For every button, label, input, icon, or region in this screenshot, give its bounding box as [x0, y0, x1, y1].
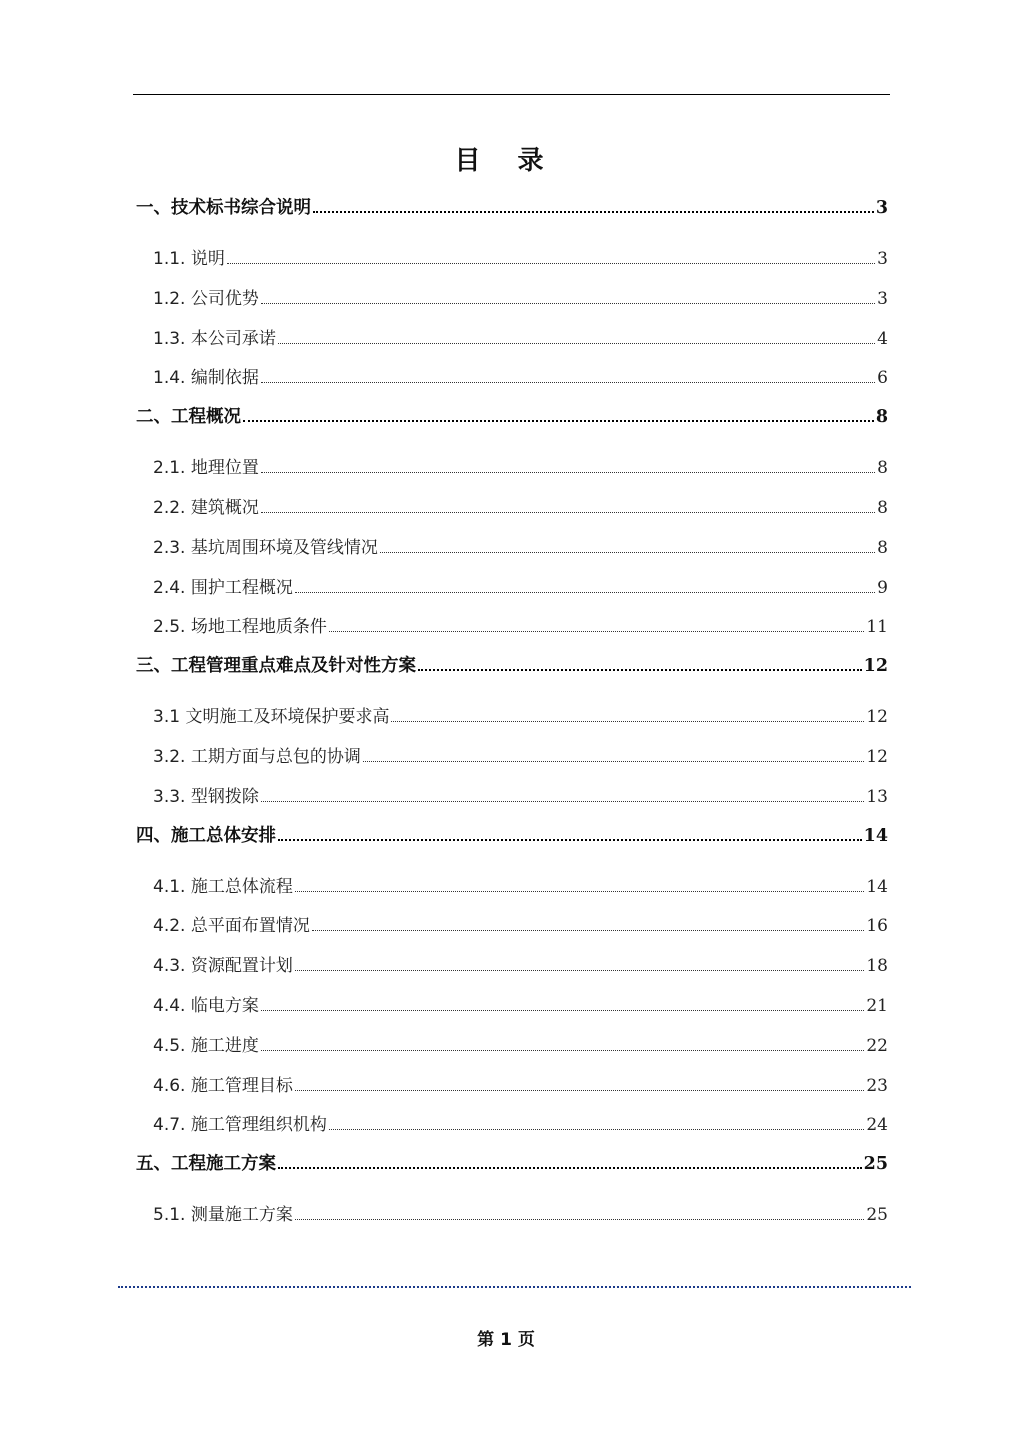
toc-entry-label: 4.3. 资源配置计划	[153, 956, 293, 977]
toc-entry-page: 3	[877, 288, 888, 309]
dot-leader	[261, 512, 875, 513]
toc-entry-page: 23	[866, 1075, 888, 1096]
toc-entry-label: 4.6. 施工管理目标	[153, 1075, 293, 1096]
toc-entry-page: 21	[866, 995, 888, 1016]
toc-entry-page: 11	[866, 617, 888, 638]
dot-leader	[261, 1010, 865, 1011]
toc-chapter[interactable]	[136, 1150, 888, 1190]
dot-leader	[295, 592, 875, 593]
table-of-contents	[136, 194, 888, 1240]
toc-entry-page: 6	[877, 368, 888, 389]
toc-section[interactable]	[136, 742, 888, 782]
toc-section[interactable]	[136, 453, 888, 493]
toc-entry-page: 12	[866, 746, 888, 767]
toc-entry-label: 2.1. 地理位置	[153, 458, 259, 479]
dot-leader	[363, 761, 865, 762]
toc-entry-page: 14	[863, 825, 888, 846]
dot-leader	[295, 891, 865, 892]
dot-leader	[391, 721, 864, 722]
toc-entry-label: 2.2. 建筑概况	[153, 497, 259, 518]
toc-section[interactable]	[136, 573, 888, 613]
toc-section[interactable]	[136, 363, 888, 403]
toc-entry-page: 3	[877, 249, 888, 269]
toc-entry-page: 13	[866, 786, 888, 807]
toc-section[interactable]	[136, 951, 888, 991]
toc-entry-page: 8	[875, 407, 888, 428]
footer-rule	[118, 1286, 911, 1288]
toc-section[interactable]	[136, 493, 888, 533]
toc-entry-page: 9	[877, 577, 888, 598]
toc-entry-page: 8	[877, 497, 888, 518]
toc-section[interactable]	[136, 244, 888, 284]
spacer	[136, 1190, 888, 1200]
toc-entry-label: 二、工程概况	[136, 407, 241, 428]
toc-entry-page: 25	[863, 1154, 888, 1175]
toc-entry-page: 3	[875, 198, 888, 218]
toc-section[interactable]	[136, 612, 888, 652]
toc-chapter[interactable]	[136, 194, 888, 234]
toc-entry-label: 4.1. 施工总体流程	[153, 876, 293, 897]
dot-leader	[261, 801, 865, 802]
toc-section[interactable]	[136, 991, 888, 1031]
dot-leader	[313, 211, 874, 213]
toc-entry-label: 4.4. 临电方案	[153, 995, 259, 1016]
toc-entry-label: 三、工程管理重点难点及针对性方案	[136, 656, 416, 677]
toc-entry-label: 3.2. 工期方面与总包的协调	[153, 746, 361, 767]
dot-leader	[261, 303, 875, 304]
dot-leader	[418, 669, 862, 671]
dot-leader	[329, 631, 865, 632]
toc-entry-label: 1.1. 说明	[153, 249, 225, 269]
dot-leader	[295, 1219, 865, 1220]
toc-entry-label: 4.5. 施工进度	[153, 1035, 259, 1056]
toc-entry-label: 2.5. 场地工程地质条件	[153, 617, 327, 638]
toc-section[interactable]	[136, 782, 888, 822]
toc-section[interactable]	[136, 284, 888, 324]
toc-section[interactable]	[136, 1110, 888, 1150]
toc-entry-label: 五、工程施工方案	[136, 1154, 276, 1175]
toc-section[interactable]	[136, 1031, 888, 1071]
toc-entry-page: 8	[877, 458, 888, 479]
toc-entry-page: 24	[866, 1115, 888, 1136]
toc-entry-label: 2.3. 基坑周围环境及管线情况	[153, 537, 378, 558]
toc-section[interactable]	[136, 533, 888, 573]
dot-leader	[312, 930, 865, 931]
toc-entry-label: 2.4. 围护工程概况	[153, 577, 293, 598]
dot-leader	[329, 1129, 865, 1130]
toc-entry-label: 1.3. 本公司承诺	[153, 328, 276, 349]
toc-section[interactable]	[136, 1200, 888, 1240]
toc-entry-page: 22	[866, 1035, 888, 1056]
toc-entry-label: 4.7. 施工管理组织机构	[153, 1115, 327, 1136]
toc-section[interactable]	[136, 702, 888, 742]
dot-leader	[278, 1167, 862, 1169]
page-number: 第 1 页	[477, 1330, 535, 1350]
dot-leader	[380, 552, 875, 553]
toc-entry-page: 12	[863, 656, 888, 677]
dot-leader	[243, 420, 874, 422]
dot-leader	[261, 472, 875, 473]
toc-entry-page: 12	[866, 707, 888, 728]
toc-entry-page: 4	[877, 328, 888, 349]
toc-entry-page: 14	[866, 876, 888, 897]
dot-leader	[295, 1090, 865, 1091]
dot-leader	[278, 839, 862, 841]
toc-entry-label: 1.2. 公司优势	[153, 288, 259, 309]
toc-section[interactable]	[136, 872, 888, 912]
spacer	[136, 862, 888, 872]
toc-chapter[interactable]	[136, 652, 888, 692]
toc-entry-label: 1.4. 编制依据	[153, 368, 259, 389]
dot-leader	[227, 263, 875, 264]
toc-entry-label: 3.3. 型钢拨除	[153, 786, 259, 807]
toc-chapter[interactable]	[136, 403, 888, 443]
toc-section[interactable]	[136, 1071, 888, 1111]
spacer	[136, 443, 888, 453]
dot-leader	[261, 1050, 865, 1051]
toc-entry-label: 3.1 文明施工及环境保护要求高	[153, 707, 390, 728]
toc-entry-page: 18	[866, 956, 888, 977]
dot-leader	[261, 382, 875, 383]
toc-entry-page: 16	[866, 916, 888, 937]
dot-leader	[278, 343, 875, 344]
toc-section[interactable]	[136, 911, 888, 951]
toc-section[interactable]	[136, 324, 888, 364]
toc-entry-label: 4.2. 总平面布置情况	[153, 916, 310, 937]
toc-entry-label: 5.1. 测量施工方案	[153, 1205, 293, 1226]
toc-title: 目 录	[454, 146, 558, 176]
toc-chapter[interactable]	[136, 822, 888, 862]
toc-entry-label: 四、施工总体安排	[136, 825, 276, 846]
header-rule	[133, 94, 890, 95]
toc-entry-page: 8	[877, 537, 888, 558]
toc-entry-page: 25	[866, 1205, 888, 1226]
toc-entry-label: 一、技术标书综合说明	[136, 198, 311, 218]
dot-leader	[295, 970, 865, 971]
spacer	[136, 234, 888, 244]
spacer	[136, 692, 888, 702]
